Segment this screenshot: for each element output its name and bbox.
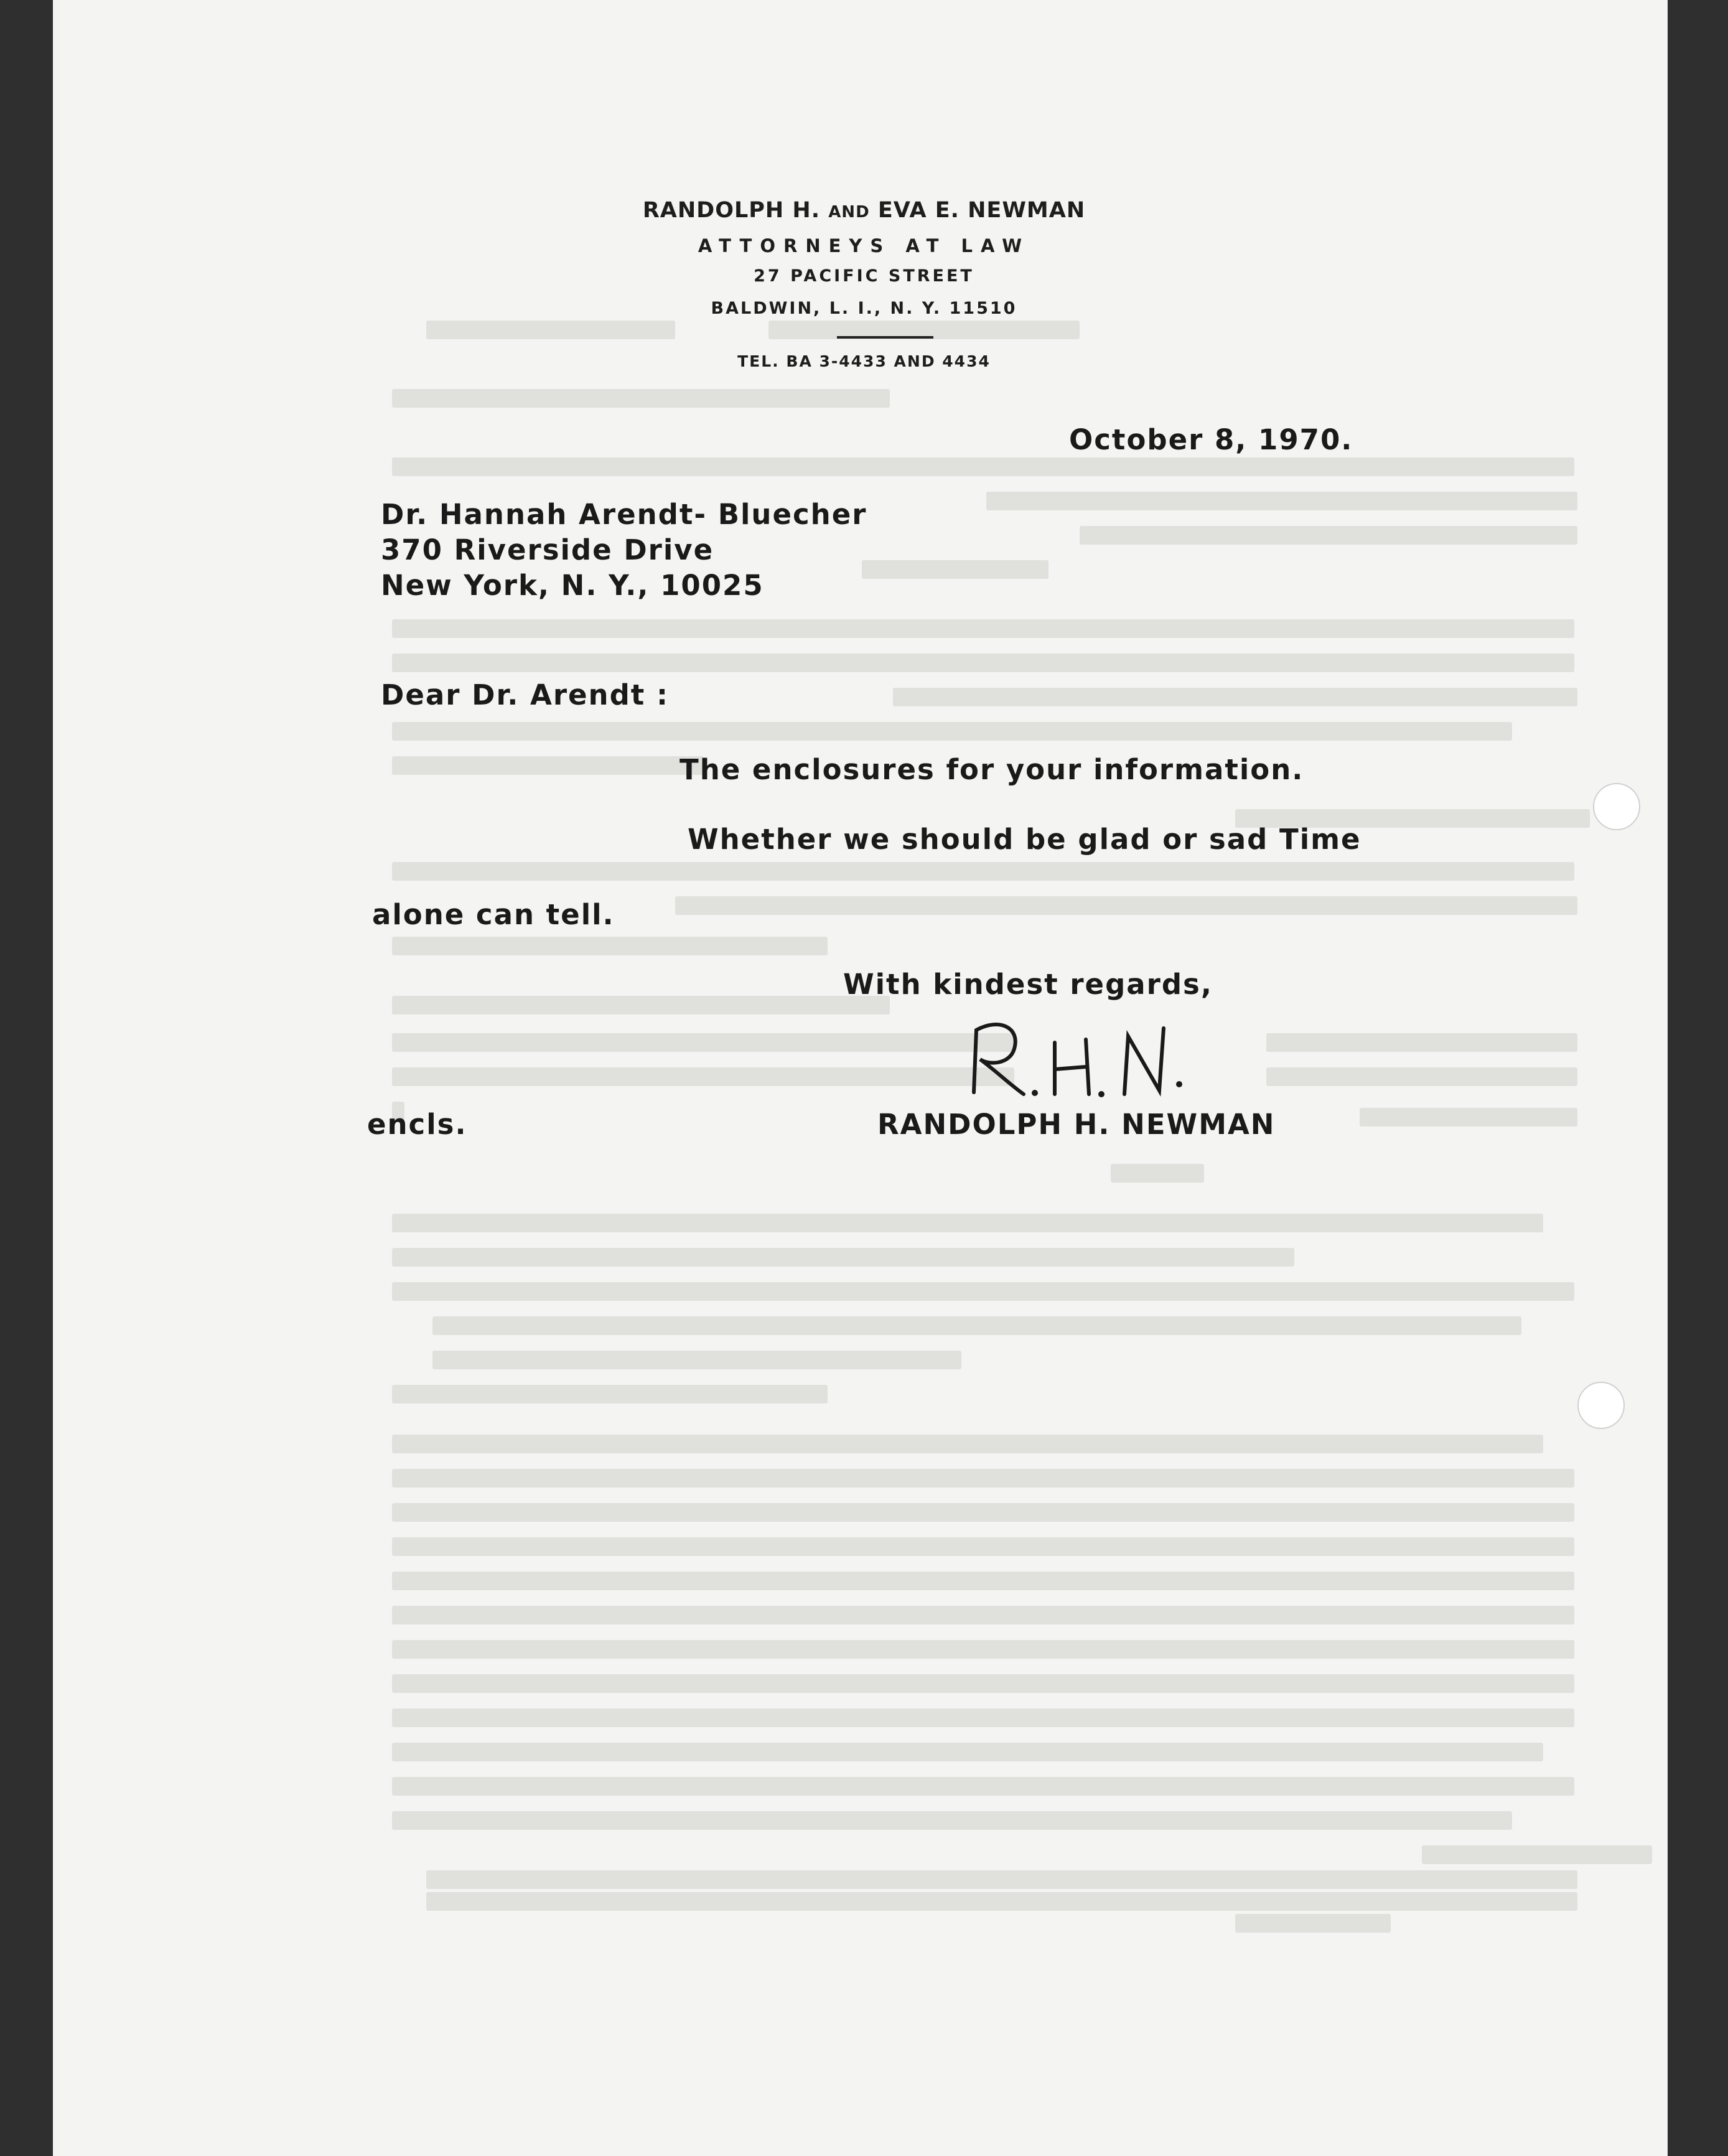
bleed-through-line [392, 654, 1574, 672]
bleed-through-line [392, 457, 1574, 476]
bleed-through-line [392, 1640, 1574, 1659]
bleed-through-line [392, 1033, 1014, 1052]
body-paragraph-2-line-2: alone can tell. [372, 898, 615, 931]
bleed-through-line [426, 1892, 1577, 1911]
letterhead-name-1: RANDOLPH H. [642, 198, 820, 223]
bleed-through-line [392, 1469, 1574, 1488]
bleed-through-line [392, 1674, 1574, 1693]
bleed-through-line [893, 688, 1577, 706]
bleed-through-line [1266, 1067, 1577, 1086]
bleed-through-line [392, 1743, 1543, 1761]
bleed-through-line [1111, 1164, 1204, 1183]
enclosures-notation: encls. [367, 1108, 467, 1141]
letterhead-profession: ATTORNEYS AT LAW [698, 235, 1030, 256]
bleed-through-line [392, 1811, 1512, 1830]
bleed-through-line [392, 756, 703, 775]
letterhead-names [0, 198, 1728, 223]
body-paragraph-2-line-1: Whether we should be glad or sad Time [688, 823, 1361, 856]
handwritten-initials-signature [961, 1015, 1198, 1108]
bleed-through-line [392, 1537, 1574, 1556]
letterhead-and: AND [828, 203, 870, 222]
bleed-through-line [392, 1435, 1543, 1453]
letter-date: October 8, 1970. [1069, 423, 1353, 456]
bleed-through-line [1080, 526, 1577, 545]
bleed-through-line [1266, 1033, 1577, 1052]
bleed-through-line [1360, 1108, 1577, 1127]
bleed-through-line [986, 492, 1577, 510]
bleed-through-line [426, 321, 675, 339]
bleed-through-line [392, 1214, 1543, 1232]
bleed-through-line [1422, 1845, 1652, 1864]
bleed-through-line [392, 996, 890, 1015]
recipient-city: New York, N. Y., 10025 [381, 569, 764, 602]
complimentary-close: With kindest regards, [843, 968, 1213, 1001]
recipient-name: Dr. Hannah Arendt- Bluecher [381, 498, 867, 531]
letterhead-telephone: TEL. BA 3-4433 AND 4434 [737, 352, 991, 370]
bleed-through-line [392, 1503, 1574, 1522]
bleed-through-line [392, 1606, 1574, 1624]
bleed-through-line [432, 1316, 1521, 1335]
bleed-through-line [392, 937, 828, 955]
bleed-through-line [392, 1067, 1014, 1086]
bleed-through-line [392, 722, 1512, 741]
letterhead-name-2: EVA E. NEWMAN [877, 198, 1086, 223]
bleed-through-line [392, 619, 1574, 638]
bleed-through-line [426, 1870, 1577, 1889]
letterhead-city: BALDWIN, L. I., N. Y. 11510 [711, 299, 1017, 318]
letterhead-divider [837, 336, 933, 339]
bleed-through-line [392, 1572, 1574, 1590]
body-paragraph-1: The enclosures for your information. [680, 753, 1304, 786]
bleed-through-line [392, 1777, 1574, 1796]
punch-hole-upper [1593, 783, 1640, 830]
bleed-through-line [392, 1385, 828, 1404]
salutation: Dear Dr. Arendt : [381, 678, 669, 711]
bleed-through-line [675, 896, 1577, 915]
bleed-through-line [392, 1248, 1294, 1267]
letter-paper [53, 0, 1668, 2156]
bleed-through-line [392, 389, 890, 408]
bleed-through-line [1235, 1914, 1391, 1933]
punch-hole-lower [1577, 1382, 1625, 1429]
bleed-through-line [392, 862, 1574, 881]
signer-name: RANDOLPH H. NEWMAN [877, 1108, 1276, 1141]
bleed-through-line [392, 1708, 1574, 1727]
bleed-through-line [432, 1351, 961, 1369]
bleed-through-line [392, 1282, 1574, 1301]
letterhead-street: 27 PACIFIC STREET [754, 266, 974, 286]
recipient-street: 370 Riverside Drive [381, 533, 714, 566]
bleed-through-line [862, 560, 1048, 579]
